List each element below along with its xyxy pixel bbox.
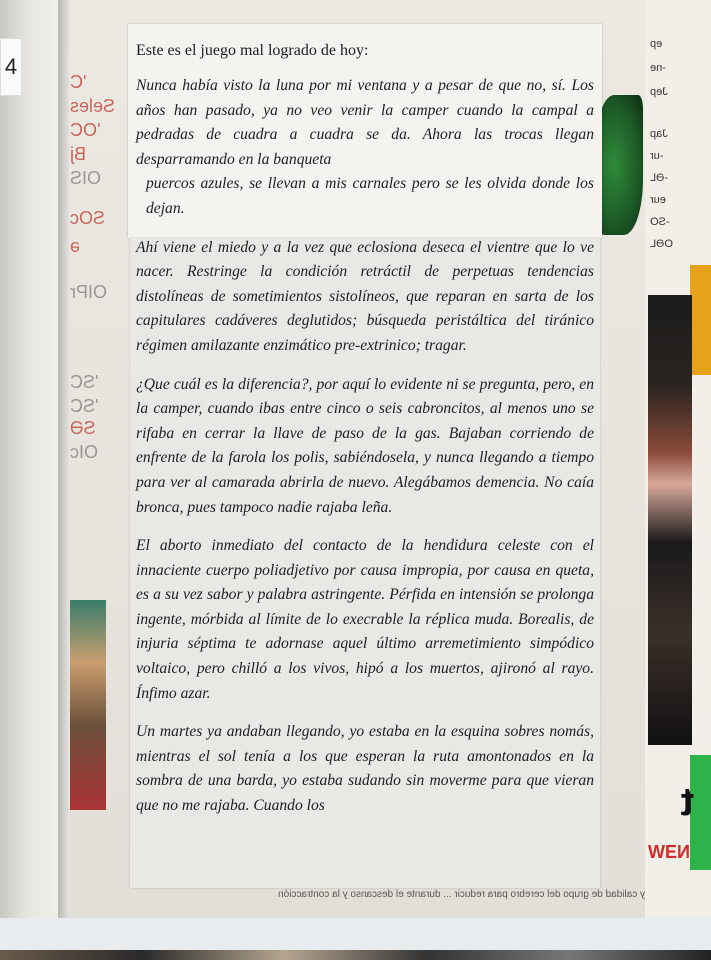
margin-fragment: ə [70, 236, 81, 256]
margin-fragment: SƏ [70, 418, 96, 438]
paragraph: El aborto inmediato del contacto de la hendidura celeste con el innaciente cuerpo poliadjetivo por causa impropia, por causa en queta, es a su vez sabor y palabra astringente. Pérfida en intensión se prolonga ingente, mórbida al límite de lo execrable la réplica muda. Borealis, de injuria séptima te adornase aquel último arremetimiento simpódico voltaico, pero chilló a los vivos, hipó a los muertos, ajironó al rayo. Ínfimo azar. [136, 537, 594, 702]
paragraph: puercos azules, se llevan a mis carnales pero se les olvida donde los dejan. [146, 175, 594, 217]
orange-block [690, 265, 711, 375]
page-number: 4 [0, 38, 22, 96]
bottom-bleed-text: y calidad de grupo del cerebro para reducir ... durante el descanso y la contracción [278, 889, 645, 900]
right-photo [648, 295, 692, 745]
margin-fragment: Bj [70, 144, 87, 164]
left-photo [70, 600, 106, 810]
poem-text [136, 42, 594, 819]
margin-fragment: 'OC [70, 120, 101, 140]
margin-fragment: 'SC [70, 372, 99, 392]
margin-fragment: Seles [70, 96, 116, 116]
bottom-image-strip [0, 950, 711, 960]
green-plant-image [595, 95, 643, 235]
margin-fragment: OIS [70, 168, 102, 188]
margin-fragment: OIPr [70, 282, 108, 302]
right-margin-fragment: ep [650, 38, 663, 50]
right-margin-fragment: Jap [650, 128, 668, 140]
right-margin-fragment: -SO [650, 216, 670, 228]
right-margin-fragment: eur [650, 194, 666, 206]
paragraph: Ahí viene el miedo y a la vez que eclosiona deseca el vientre que lo ve nacer. Restringe la condición retráctil de perpetuas tendencias distolíneas de sometimientos sistolíneos, que reparan en sarta de los capitulares cadáveres deglutidos; búsqueda peristáltica del tiránico régimen amilazante enzimático pre-extrinico; tragar. [136, 238, 594, 354]
text-heading: Este es el juego mal logrado de hoy: [136, 42, 369, 59]
right-red-fragment: NƎW [648, 842, 690, 862]
paragraph: ¿Que cuál es la diferencia?, por aquí lo evidente ni se pregunta, pero, en la camper, cuando ibas entre cinco o seis cabroncitos, al menos uno se rifaba en cerrar la llave de paso de la gas. Bajaban corriendo de enfrente de la farola los polis, sabiéndosela, y nunca llegando a tiempo para ver al camarada abrirla de nuevo. Alegábamos demencia. No caía bronca, pues tampoco nadie rajaba leña. [136, 375, 594, 516]
margin-fragment: 'SC [70, 396, 99, 416]
right-margin-fragment: -ƏL [650, 172, 669, 184]
right-margin-fragment: -ur [650, 150, 664, 162]
paragraph: Nunca había visto la luna por mi ventana y a pesar de que no, sí. Los años han pasado, ya no veo venir la camper cuando la campal a pedradas de cuadra a cuadra se da. Ahora las trocas llegan desparramando en la banqueta [136, 77, 594, 168]
paragraph: Un martes ya andaban llegando, yo estaba en la esquina sobres nomás, mientras el sol tenía a los que esperan la ruta amontonados en la sombra de una barda, yo estaba sudando sin moverme para que vieran que no me rajaba. Cuando los [136, 723, 594, 815]
margin-fragment: 'C [70, 72, 87, 92]
margin-fragment: SOc [70, 208, 106, 228]
margin-fragment: OIc [70, 442, 99, 462]
right-margin-fragment: OƏL [650, 238, 673, 250]
right-headline-fragment: t [680, 780, 694, 824]
right-margin-fragment: Jep [650, 86, 668, 98]
right-margin-fragment: -ne [650, 62, 666, 74]
